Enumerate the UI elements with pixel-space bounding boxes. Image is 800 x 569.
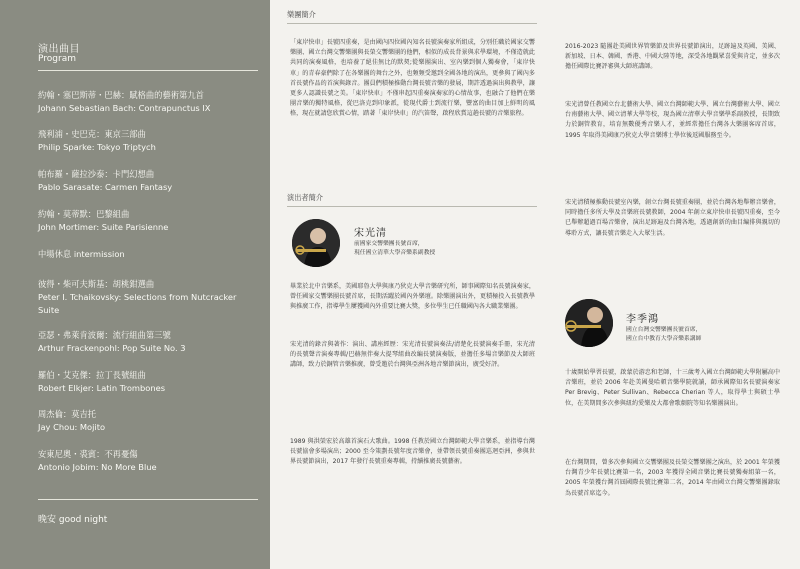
program-item [38,369,165,395]
program-panel [0,0,270,569]
program-item [38,278,238,317]
program-item-zh: 約翰・莫蒂默：巴黎組曲 [38,209,130,219]
performer-name-song: 宋光清 [354,228,387,239]
program-item-en: Robert Elkjer: Latin Trombones [38,383,166,393]
program-item-zh: 羅伯・艾克傑：拉丁長號組曲 [38,370,146,380]
program-item-zh: 彼得・柴可夫斯基：胡桃鉗選曲 [38,279,155,289]
program-item [38,448,157,474]
performer-bio-li-2: 在台灣期間，曾多次參與國立交響樂團及長榮交響樂團之演出，於 2001 年榮獲台灣青少年長號比賽第一名，2003 年獲得全國音樂比賽長號獨奏組第一名，2005 年榮獲台灣首屆國際長號比賽第二名，2014 年由國立台灣交響樂團錄取為長號首席迄今。 [565,459,780,497]
program-item-en: Johann Sebastian Bach: Contrapunctus IX [38,103,211,113]
performer-bio-song-6: 宋光清積極推動長號室內樂，創立台灣長號重奏團，並於台灣各地舉辦音樂會，同時擔任多所大學及音樂班長號教師，2004 年創立東岸快車長號四重奏，至今已舉辦超過百場音樂會，演出足跡遍及台灣各地，透過創新的曲目編排與親切的導聆方式，讓長號音樂走入大眾生活。 [565,199,780,237]
performer-bio-song-4: 2016-2023 隨團赴美國世界管樂節及世界長號節演出，足跡遍及英國、美國、新加坡、日本、韓國、香港、中國大陸等地，深受各地觀眾喜愛與肯定，並多次擔任國際比賽評審與大師班講師。 [565,43,780,71]
program-item-zh: 安東尼奧・裘賓：不再憂傷 [38,449,138,459]
ensemble-body: 「東岸快車」長號四重奏，是由國內四位國內知名長號演奏家所組成，分別任職於國家交響樂團、國立台灣交響樂團與長榮交響樂團的他們，相似的成長背景與求學環境，不僅造就此共同的演奏風格，也培養了絕佳無比的默契;從樂團演出、室內樂到個人獨奏會，「東岸快車」的青春豪們除了在各樂團的舞台之外，也頻頻受邀到全國各地的演出，更參與了國內多首長號作品的首演與錄音。團員們積極推動台灣長號音樂的發展，期許透過演出與教學，讓更多人認識長號之美。「東岸快車」不僅串起四重奏演奏家的心情故事，也融合了他們在樂團音樂的獨特風格，從巴洛克到印象派，從現代爵士到流行樂，豐富的曲目加上鮮明的風格，現在就請您欣賞心情，踏著「東岸快車」的汽笛聲，啟程欣賞這趟長號的音樂旅程。 [290,39,535,118]
program-item [38,408,105,434]
performer-bio-song-2: 宋光清的錄音與著作：演出、講座經歷：宋光清長號演奏法/清楚化長號演奏手冊，宋光清的長號聲音演奏專輯/巴赫無伴奏大提琴組曲改編長號演奏版，並擔任多場音樂節及大師班講師，致力於銅管音樂推廣，曾受邀於台灣與亞洲各地音樂節演出，廣受好評。 [290,341,535,369]
program-item-en: Jay Chou: Mojito [38,422,106,432]
performers-divider [287,206,537,207]
performer-portrait-icon [292,219,340,267]
program-item [38,128,156,154]
closing-divider [38,499,258,500]
performer-portrait-icon [565,299,613,347]
performer-bio-song-5: 宋光清曾任教國立台北藝術大學、國立台灣師範大學、國立台灣藝術大學、國立台南藝術大學、國立清華大學等校，現為國立清華大學音樂學系副教授，長期致力於銅管教育，培育無數優秀音樂人才，並經常擔任台灣各大樂團客席首席，1995 年取得美國康乃狄克大學音樂博士學位後返國服務至今。 [565,101,780,139]
biography-panel [270,0,800,569]
program-divider [38,70,258,71]
program-item-en: John Mortimer: Suite Parisienne [38,222,169,232]
program-item-zh: 帕布羅・薩拉沙泰：卡門幻想曲 [38,169,155,179]
ensemble-heading: 樂團簡介 [287,10,316,19]
performer-bio-song-3: 1989 與洪榮宏於高雄首演石大歌曲。1998 任教於國立台灣師範大學音樂系，並指導台灣長號協會多場演出；2000 至今策劃長號年度音樂會，並帶領長號重奏團巡迴亞洲，參與世界長號節演出，2017 年發行長號重奏專輯，持續推廣長號藝術。 [290,438,535,466]
program-item-en: Arthur Frackenpohl: Pop Suite No. 3 [38,343,186,353]
performer-photo-li [565,299,613,347]
program-item [38,208,168,234]
performer-role-song-1: 前國家交響樂團長號首席， [354,241,424,247]
performer-bio-song-1: 畢業於北中音樂系，美國耶魯大學與康乃狄克大學音樂研究所，師事國際知名長號演奏家，曾任國家交響樂團長號首席，長期活躍於國內外樂壇。除樂團演出外，更積極投入長號教學與推廣工作，指導學生屢獲國內外重要比賽大獎，多位學生已任職國內各大職業樂團。 [290,283,535,311]
program-item [38,89,210,115]
program-item-zh: 約翰・塞巴斯蒂・巴赫：賦格曲的藝術第九首 [38,90,204,100]
intermission [38,248,125,261]
program-item-zh: 飛利浦・史巴克：東京三部曲 [38,129,146,139]
program-item [38,168,172,194]
program-item [38,329,186,355]
performer-photo-song [292,219,340,267]
program-title: 演出曲目 [38,44,80,55]
program-item-zh: 周杰倫：莫吉托 [38,409,97,419]
performer-bio-li-1: 十歲開始學習長號，啟蒙於游忠和老師，十三歲考入國立台灣師範大學附屬高中音樂班，並於 2006 年赴美國曼哈頓音樂學院就讀，師承國際知名長號演奏家 Per Brevig、Peter Sullivan、Rebecca Cherian 等人，取得學士與碩士學位，在美期間多次參與紐約愛樂及大都會歌劇院等知名樂團演出。 [565,369,780,407]
program-item-en: Philip Sparke: Tokyo Triptych [38,142,156,152]
closing-text: 晚安 good night [38,515,108,525]
ensemble-divider [287,23,537,24]
performer-name-li: 李季鴻 [626,314,659,325]
program-item-en: Peter I. Tchaikovsky: Selections from Nutcracker Suite [38,292,237,315]
program-item-zh: 亞瑟・弗萊肯波爾：流行組曲第三號 [38,330,171,340]
program-item-en: Pablo Sarasate: Carmen Fantasy [38,182,173,192]
performer-role-li-2: 國立台中教育大學音樂系講師 [626,336,702,342]
program-item-en: Antonio Jobim: No More Blue [38,462,157,472]
performers-heading: 演出者簡介 [287,193,323,202]
intermission-label: 中場休息 intermission [38,249,125,259]
performer-role-song-2: 現任國立清華大學音樂系副教授 [354,250,436,256]
program-subtitle: Program [38,54,76,64]
performer-role-li-1: 國立台灣交響樂團長號首席， [626,327,702,333]
